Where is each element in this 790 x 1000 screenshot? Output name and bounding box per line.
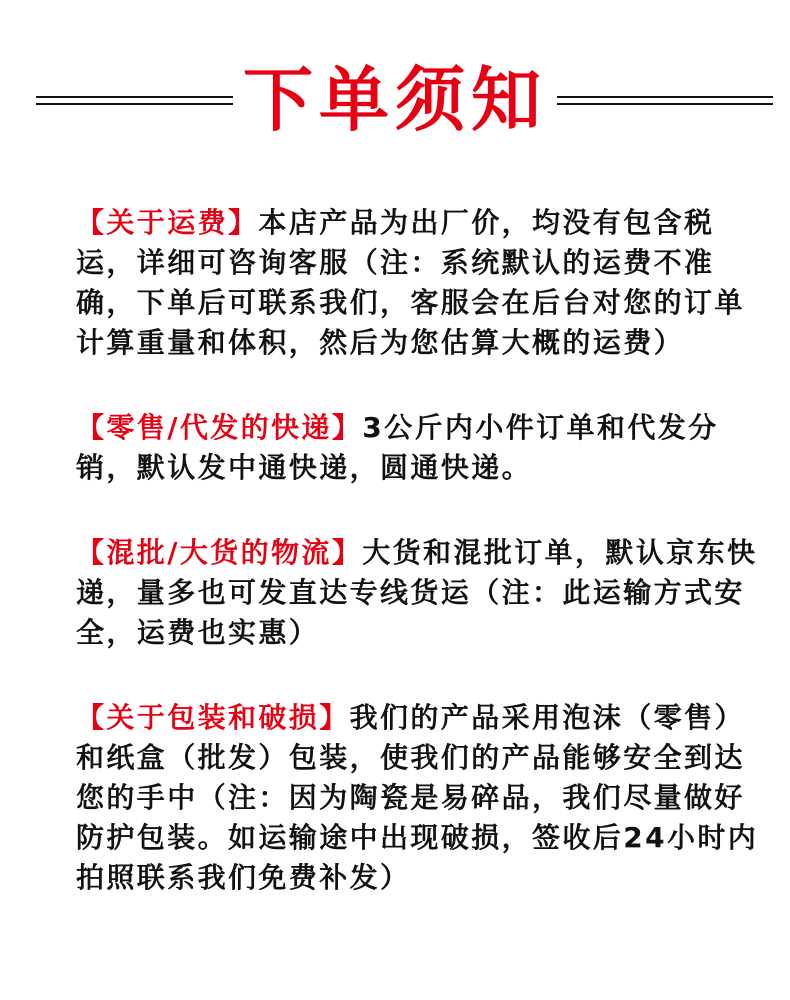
section-shipping-fee — [76, 203, 766, 363]
section-packaging-damage — [76, 698, 766, 898]
page-title: 下单须知 — [243, 59, 547, 141]
section-retail-express — [76, 408, 766, 488]
header — [0, 60, 790, 140]
section-heading: 【关于运费】 — [76, 206, 259, 239]
section-paragraph — [76, 533, 766, 653]
section-wholesale-logistics — [76, 533, 766, 653]
section-paragraph — [76, 408, 766, 488]
section-heading: 【关于包装和破损】 — [76, 701, 350, 734]
right-double-rule — [557, 96, 773, 105]
notice-content — [76, 203, 766, 943]
section-paragraph — [76, 203, 766, 363]
section-body: 大货和混批订单，默认京东快递，量多也可发直达专线货运（注：此运输方式安全，运费也实惠） — [76, 536, 758, 649]
left-double-rule — [36, 96, 233, 105]
section-heading: 【零售/代发的快递】 — [76, 411, 363, 444]
section-heading: 【混批/大货的物流】 — [76, 536, 363, 569]
section-body: 我们的产品采用泡沫（零售）和纸盒（批发）包装，使我们的产品能够安全到达您的手中（注：因为陶瓷是易碎品，我们尽量做好防护包装。如运输途中出现破损，签收后24小时内拍照联系我们免费补发） — [76, 701, 759, 894]
section-body: 本店产品为出厂价，均没有包含税运，详细可咨询客服（注：系统默认的运费不准确，下单后可联系我们，客服会在后台对您的订单计算重量和体积，然后为您估算大概的运费） — [76, 206, 745, 359]
section-body: 3公斤内小件订单和代发分销，默认发中通快递，圆通快递。 — [76, 411, 719, 484]
section-paragraph — [76, 698, 766, 898]
